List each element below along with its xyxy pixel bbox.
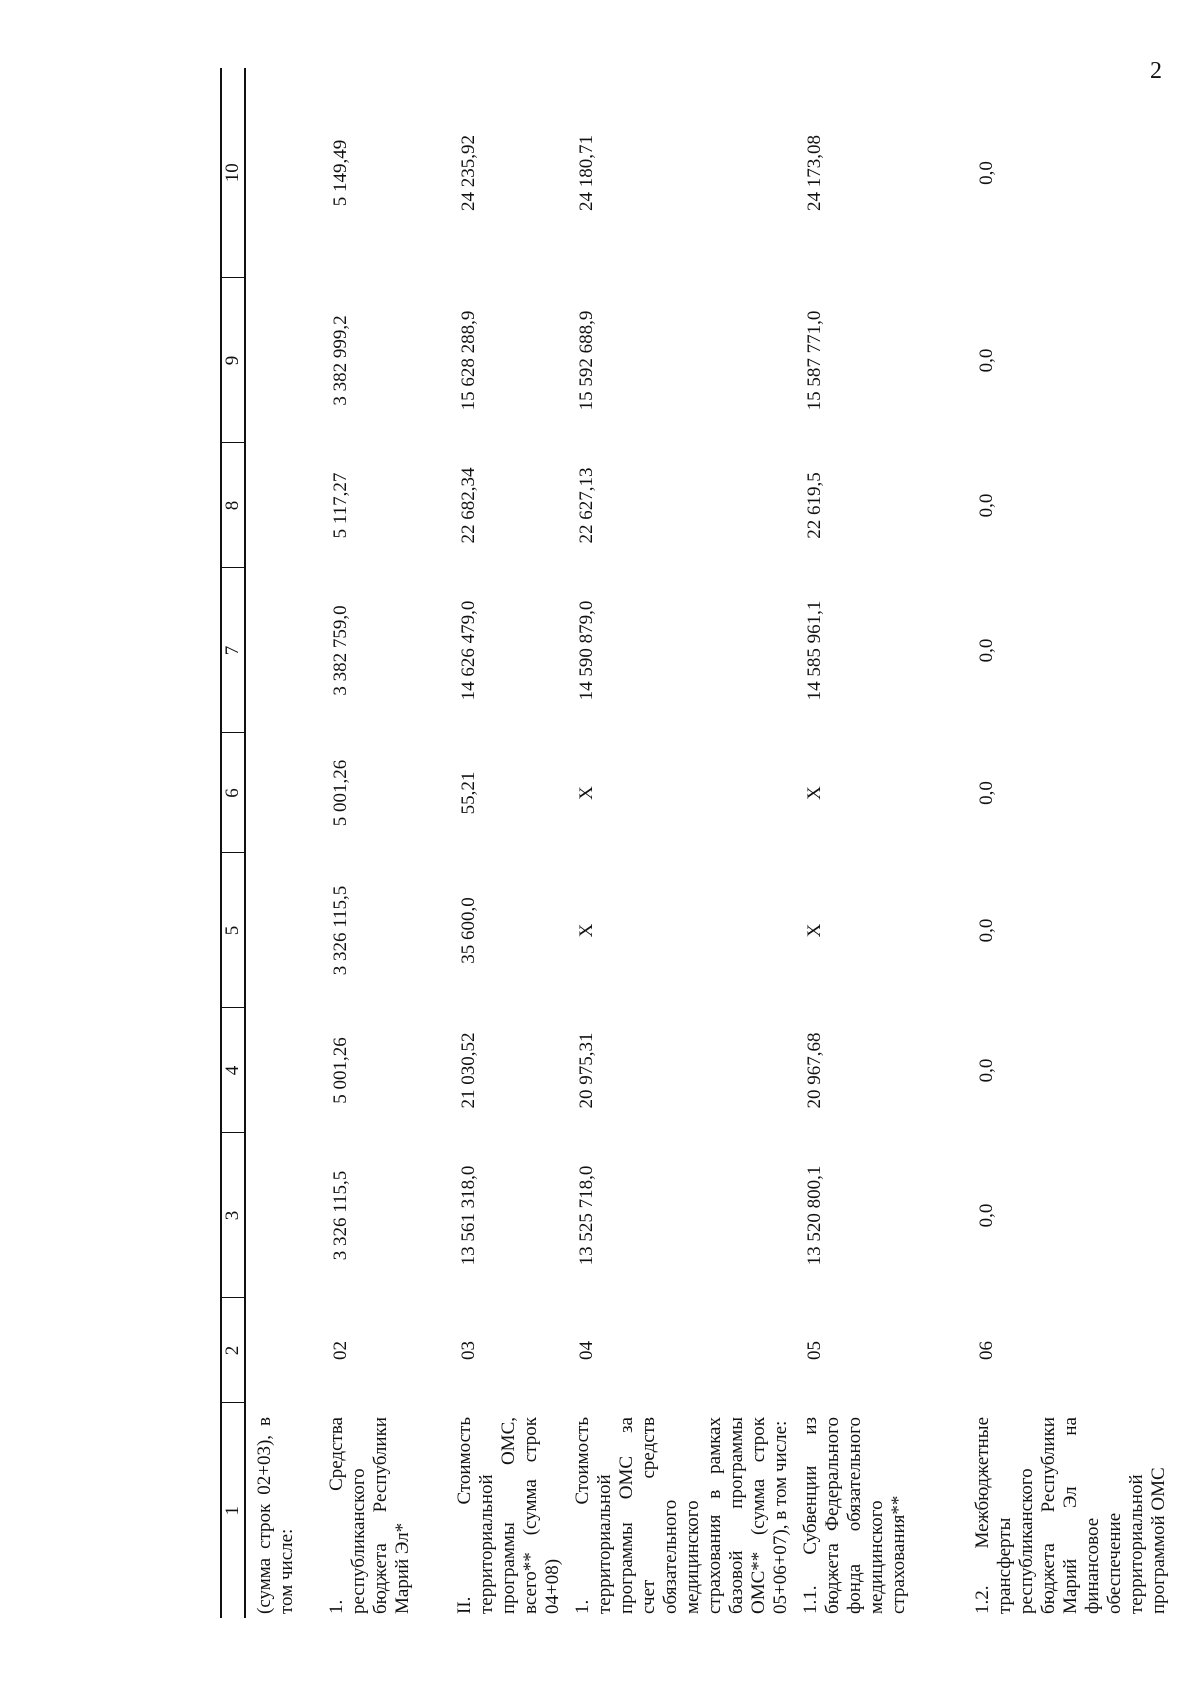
- column-header: 9: [221, 278, 245, 443]
- table-cell: 3 382 759,0: [330, 605, 351, 696]
- table-cell: 0,0: [976, 638, 997, 663]
- table-cell: [245, 853, 318, 1008]
- table-cell: 0,0: [976, 348, 997, 373]
- rotated-table-container: [220, 68, 1169, 1618]
- table-row: [564, 68, 792, 1618]
- table-cell: [245, 68, 318, 278]
- table-cell: 0,0: [976, 493, 997, 518]
- table-cell: 20 967,68: [804, 1032, 825, 1109]
- table-cell: 13 520 800,1: [804, 1165, 825, 1266]
- row-label: (сумма строк 02+03), в том числе:: [254, 1417, 297, 1614]
- table-cell: X: [576, 786, 597, 800]
- column-header: 4: [221, 1008, 245, 1133]
- table-cell: 0,0: [976, 918, 997, 943]
- table-cell: 0,0: [976, 1203, 997, 1228]
- table-cell: 24 173,08: [804, 135, 825, 211]
- column-header: 5: [221, 853, 245, 1008]
- table-row: [792, 68, 964, 1618]
- column-header: 8: [221, 443, 245, 568]
- page-number: 2: [1150, 58, 1162, 84]
- row-code: 04: [576, 1341, 597, 1360]
- column-header: 1: [221, 1403, 245, 1618]
- column-number-row: [221, 68, 245, 1618]
- table-cell: [245, 733, 318, 853]
- table-cell: 5 117,27: [330, 472, 351, 539]
- table-cell: 24 180,71: [576, 135, 597, 211]
- table-cell: 20 975,31: [576, 1032, 597, 1109]
- table-cell: 0,0: [976, 161, 997, 185]
- table-cell: X: [804, 923, 825, 938]
- row-label: II. Стоимость территориальной программы ОМС, всего** (сумма строк 04+08): [454, 1417, 563, 1614]
- column-header: 7: [221, 568, 245, 733]
- table-cell: 15 628 288,9: [458, 310, 479, 411]
- table-cell: 0,0: [976, 1058, 997, 1083]
- table-cell: 13 525 718,0: [576, 1165, 597, 1266]
- row-code: 06: [976, 1341, 997, 1360]
- table-cell: 3 326 115,5: [330, 1170, 351, 1261]
- table-cell: 3 382 999,2: [330, 315, 351, 406]
- table-cell: 24 235,92: [458, 135, 479, 211]
- table-cell: 5 001,26: [330, 1037, 351, 1104]
- table-cell: 55,21: [458, 771, 479, 815]
- table-cell: X: [804, 786, 825, 800]
- table-cell: [245, 1133, 318, 1298]
- table-cell: 15 587 771,0: [804, 310, 825, 411]
- column-header: 3: [221, 1133, 245, 1298]
- table-cell: 21 030,52: [458, 1032, 479, 1109]
- column-header: 10: [221, 68, 245, 278]
- table-row: [964, 68, 1170, 1618]
- column-header: 2: [221, 1298, 245, 1403]
- table-cell: 22 682,34: [458, 467, 479, 544]
- column-header: 6: [221, 733, 245, 853]
- table-cell: 0,0: [976, 781, 997, 805]
- table-cell: 5 001,26: [330, 759, 351, 827]
- table-cell: 14 590 879,0: [576, 600, 597, 701]
- table-cell: 15 592 688,9: [576, 310, 597, 411]
- table-cell: [245, 568, 318, 733]
- row-label: 1.1. Субвенции из бюджета Федерального фонда обязательного медицинского страхования**: [800, 1417, 909, 1614]
- table-row: [318, 68, 446, 1618]
- row-label: 1. Стоимость территориальной программы ОМС за счет средств обязательного медицинского страхования в рамках базовой программы ОМС** (сумма строк 05+06+07), в том числе:: [572, 1417, 791, 1614]
- table-row: [446, 68, 564, 1618]
- row-code: 05: [804, 1341, 825, 1360]
- row-code: 02: [330, 1341, 351, 1360]
- table-cell: 14 585 961,1: [804, 600, 825, 701]
- table-cell: 14 626 479,0: [458, 600, 479, 701]
- table-cell: 35 600,0: [458, 897, 479, 964]
- table-cell: 5 149,49: [330, 139, 351, 207]
- row-code: [245, 1298, 318, 1403]
- table-cell: 22 627,13: [576, 467, 597, 544]
- table-cell: 22 619,5: [804, 472, 825, 539]
- row-label: 1.2. Межбюджетные трансферты республиканского бюджета Республики Марий Эл на финансовое обеспечение территориальной программой ОМС: [972, 1417, 1169, 1614]
- row-code: 03: [458, 1341, 479, 1360]
- table-row: [245, 68, 318, 1618]
- table-cell: 13 561 318,0: [458, 1165, 479, 1266]
- table-cell: [245, 278, 318, 443]
- table-cell: X: [576, 923, 597, 938]
- budget-table: [220, 68, 1170, 1618]
- table-cell: 3 326 115,5: [330, 885, 351, 976]
- table-cell: [245, 443, 318, 568]
- row-label: 1. Средства республиканского бюджета Республики Марий Эл*: [326, 1417, 413, 1614]
- table-cell: [245, 1008, 318, 1133]
